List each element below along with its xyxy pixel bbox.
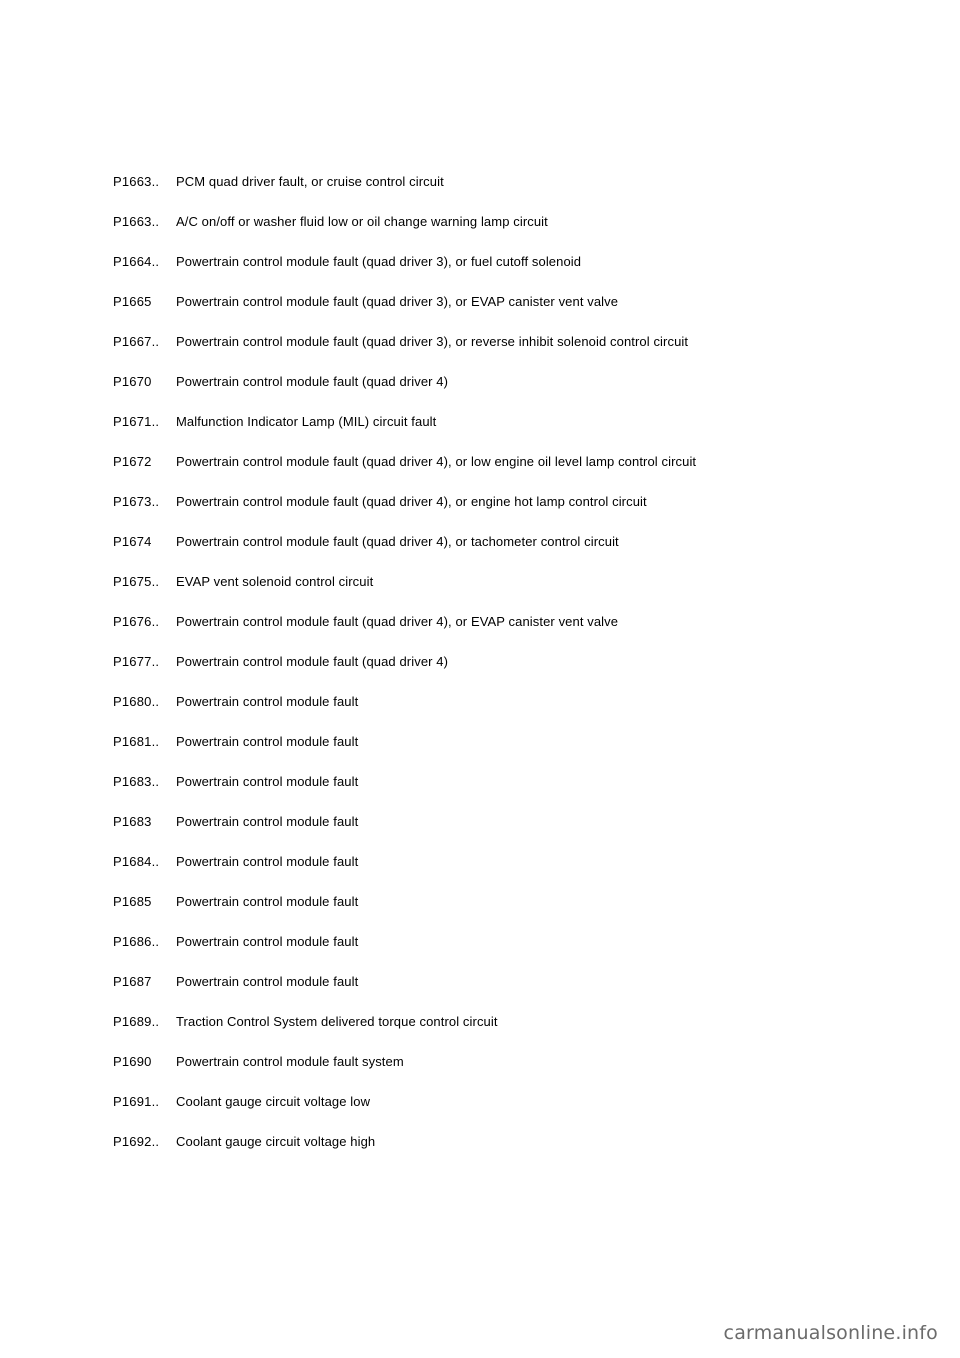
code-id: P1674 [113,534,152,549]
diagnostic-code-list [0,168,960,1168]
code-description: Coolant gauge circuit voltage high [176,1134,376,1149]
code-row [0,928,960,968]
code-id: P1677.. [113,654,160,669]
code-description: Powertrain control module fault [176,774,359,789]
code-description: Malfunction Indicator Lamp (MIL) circuit fault [176,414,437,429]
code-row [0,368,960,408]
code-id: P1687 [113,974,152,989]
code-row [0,328,960,368]
code-description: Powertrain control module fault [176,894,359,909]
code-id: P1663.. [113,214,160,229]
code-id: P1670 [113,374,152,389]
code-description: Powertrain control module fault (quad driver 4) [176,654,449,669]
code-row [0,768,960,808]
code-description: Powertrain control module fault (quad driver 3), or EVAP canister vent valve [176,294,619,309]
code-id: P1665 [113,294,152,309]
code-id: P1681.. [113,734,160,749]
code-description: Coolant gauge circuit voltage low [176,1094,371,1109]
code-id: P1686.. [113,934,160,949]
code-row [0,248,960,288]
code-description: Powertrain control module fault (quad driver 4) [176,374,449,389]
code-row [0,1048,960,1088]
code-description: EVAP vent solenoid control circuit [176,574,374,589]
code-row [0,808,960,848]
code-id: P1672 [113,454,152,469]
code-id: P1689.. [113,1014,160,1029]
code-description: Powertrain control module fault system [176,1054,404,1069]
site-watermark: carmanualsonline.info [723,1322,938,1344]
code-row [0,288,960,328]
code-description: Powertrain control module fault (quad driver 4), or low engine oil level lamp control circuit [176,454,697,469]
code-row [0,1128,960,1168]
code-id: P1692.. [113,1134,160,1149]
code-description: Powertrain control module fault [176,814,359,829]
code-id: P1691.. [113,1094,160,1109]
code-description: Powertrain control module fault [176,854,359,869]
code-description: Powertrain control module fault [176,974,359,989]
code-row [0,208,960,248]
code-row [0,848,960,888]
code-description: Powertrain control module fault (quad driver 4), or tachometer control circuit [176,534,619,549]
code-id: P1683.. [113,774,160,789]
code-id: P1680.. [113,694,160,709]
code-id: P1683 [113,814,152,829]
code-row [0,568,960,608]
code-row [0,968,960,1008]
code-description: PCM quad driver fault, or cruise control circuit [176,174,444,189]
code-row [0,488,960,528]
code-id: P1675.. [113,574,160,589]
code-id: P1685 [113,894,152,909]
code-description: Traction Control System delivered torque control circuit [176,1014,498,1029]
code-row [0,1088,960,1128]
code-row [0,1008,960,1048]
code-row [0,408,960,448]
code-id: P1667.. [113,334,160,349]
code-id: P1676.. [113,614,160,629]
code-row [0,168,960,208]
code-id: P1690 [113,1054,152,1069]
code-description: Powertrain control module fault [176,934,359,949]
code-row [0,528,960,568]
code-row [0,728,960,768]
code-id: P1664.. [113,254,160,269]
code-id: P1673.. [113,494,160,509]
code-description: Powertrain control module fault [176,694,359,709]
code-id: P1684.. [113,854,160,869]
code-id: P1671.. [113,414,160,429]
code-row [0,648,960,688]
code-row [0,608,960,648]
code-row [0,888,960,928]
code-description: Powertrain control module fault (quad driver 4), or EVAP canister vent valve [176,614,619,629]
code-row [0,448,960,488]
code-id: P1663.. [113,174,160,189]
code-description: Powertrain control module fault (quad driver 4), or engine hot lamp control circuit [176,494,647,509]
code-row [0,688,960,728]
code-description: A/C on/off or washer fluid low or oil change warning lamp circuit [176,214,548,229]
code-description: Powertrain control module fault (quad driver 3), or reverse inhibit solenoid control circuit [176,334,689,349]
code-description: Powertrain control module fault [176,734,359,749]
code-description: Powertrain control module fault (quad driver 3), or fuel cutoff solenoid [176,254,582,269]
